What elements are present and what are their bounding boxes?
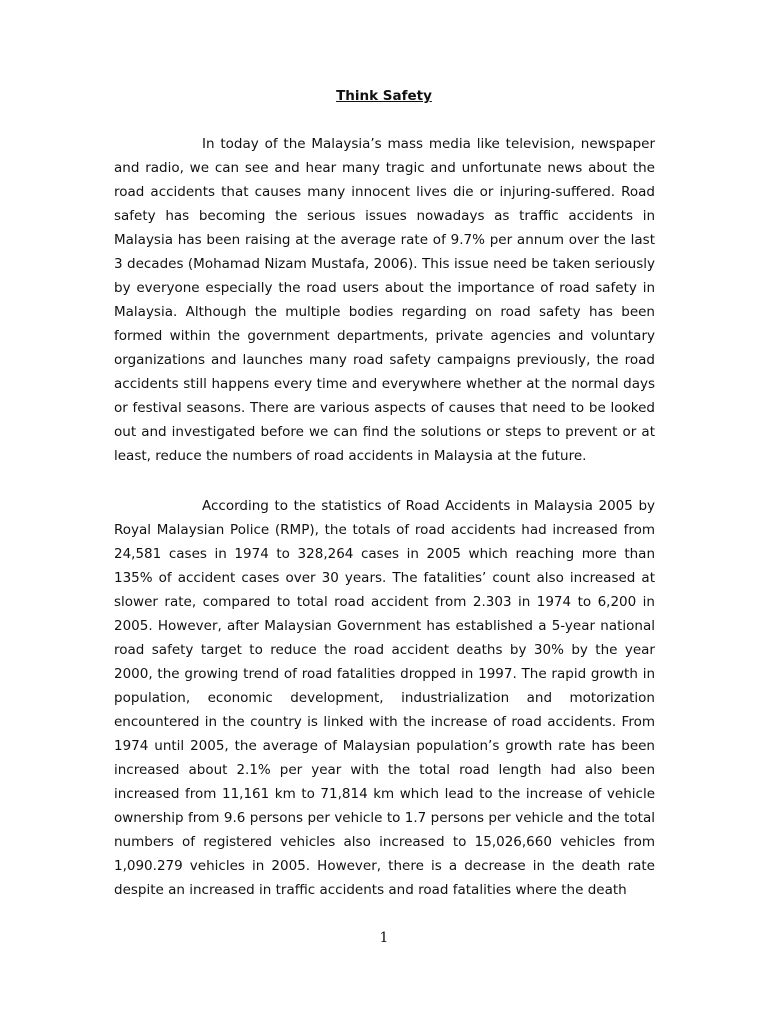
document-title-text: Think Safety xyxy=(336,88,432,104)
paragraph-1: In today of the Malaysia’s mass media like television, newspaper and radio, we can see and hear many tragic and unfortunate news about the road accidents that causes many innocent lives die or injuring-suffered. Road safety has becoming the serious issues nowadays as traffic accidents in Malaysia has been raising at the average rate of 9.7% per annum over the last 3 decades (Mohamad Nizam Mustafa, 2006). This issue need be taken seriously by everyone especially the road users about the importance of road safety in Malaysia. Although the multiple bodies regarding on road safety has been formed within the government departments, private agencies and voluntary organizations and launches many road safety campaigns previously, the road accidents still happens every time and everywhere whether at the normal days or festival seasons. There are various aspects of causes that need to be looked out and investigated before we can find the solutions or steps to prevent or at least, reduce the numbers of road accidents in Malaysia at the future. xyxy=(114,136,655,464)
paragraph-2: According to the statistics of Road Accidents in Malaysia 2005 by Royal Malaysian Police (RMP), the totals of road accidents had increased from 24,581 cases in 1974 to 328,264 cases in 2005 which reaching more than 135% of accident cases over 30 years. The fatalities’ count also increased at slower rate, compared to total road accident from 2.303 in 1974 to 6,200 in 2005. However, after Malaysian Government has established a 5-year national road safety target to reduce the road accident deaths by 30% by the year 2000, the growing trend of road fatalities dropped in 1997. The rapid growth in population, economic development, industrialization and motorization encountered in the country is linked with the increase of road accidents. From 1974 until 2005, the average of Malaysian population’s growth rate has been increased about 2.1% per year with the total road length had also been increased from 11,161 km to 71,814 km which lead to the increase of vehicle ownership from 9.6 persons per vehicle to 1.7 persons per vehicle and the total numbers of registered vehicles also increased to 15,026,660 vehicles from 1,090.279 vehicles in 2005. However, there is a decrease in the death rate despite an increased in traffic accidents and road fatalities where the death xyxy=(114,498,655,898)
document-title xyxy=(0,88,768,104)
page-number: 1 xyxy=(379,930,389,946)
